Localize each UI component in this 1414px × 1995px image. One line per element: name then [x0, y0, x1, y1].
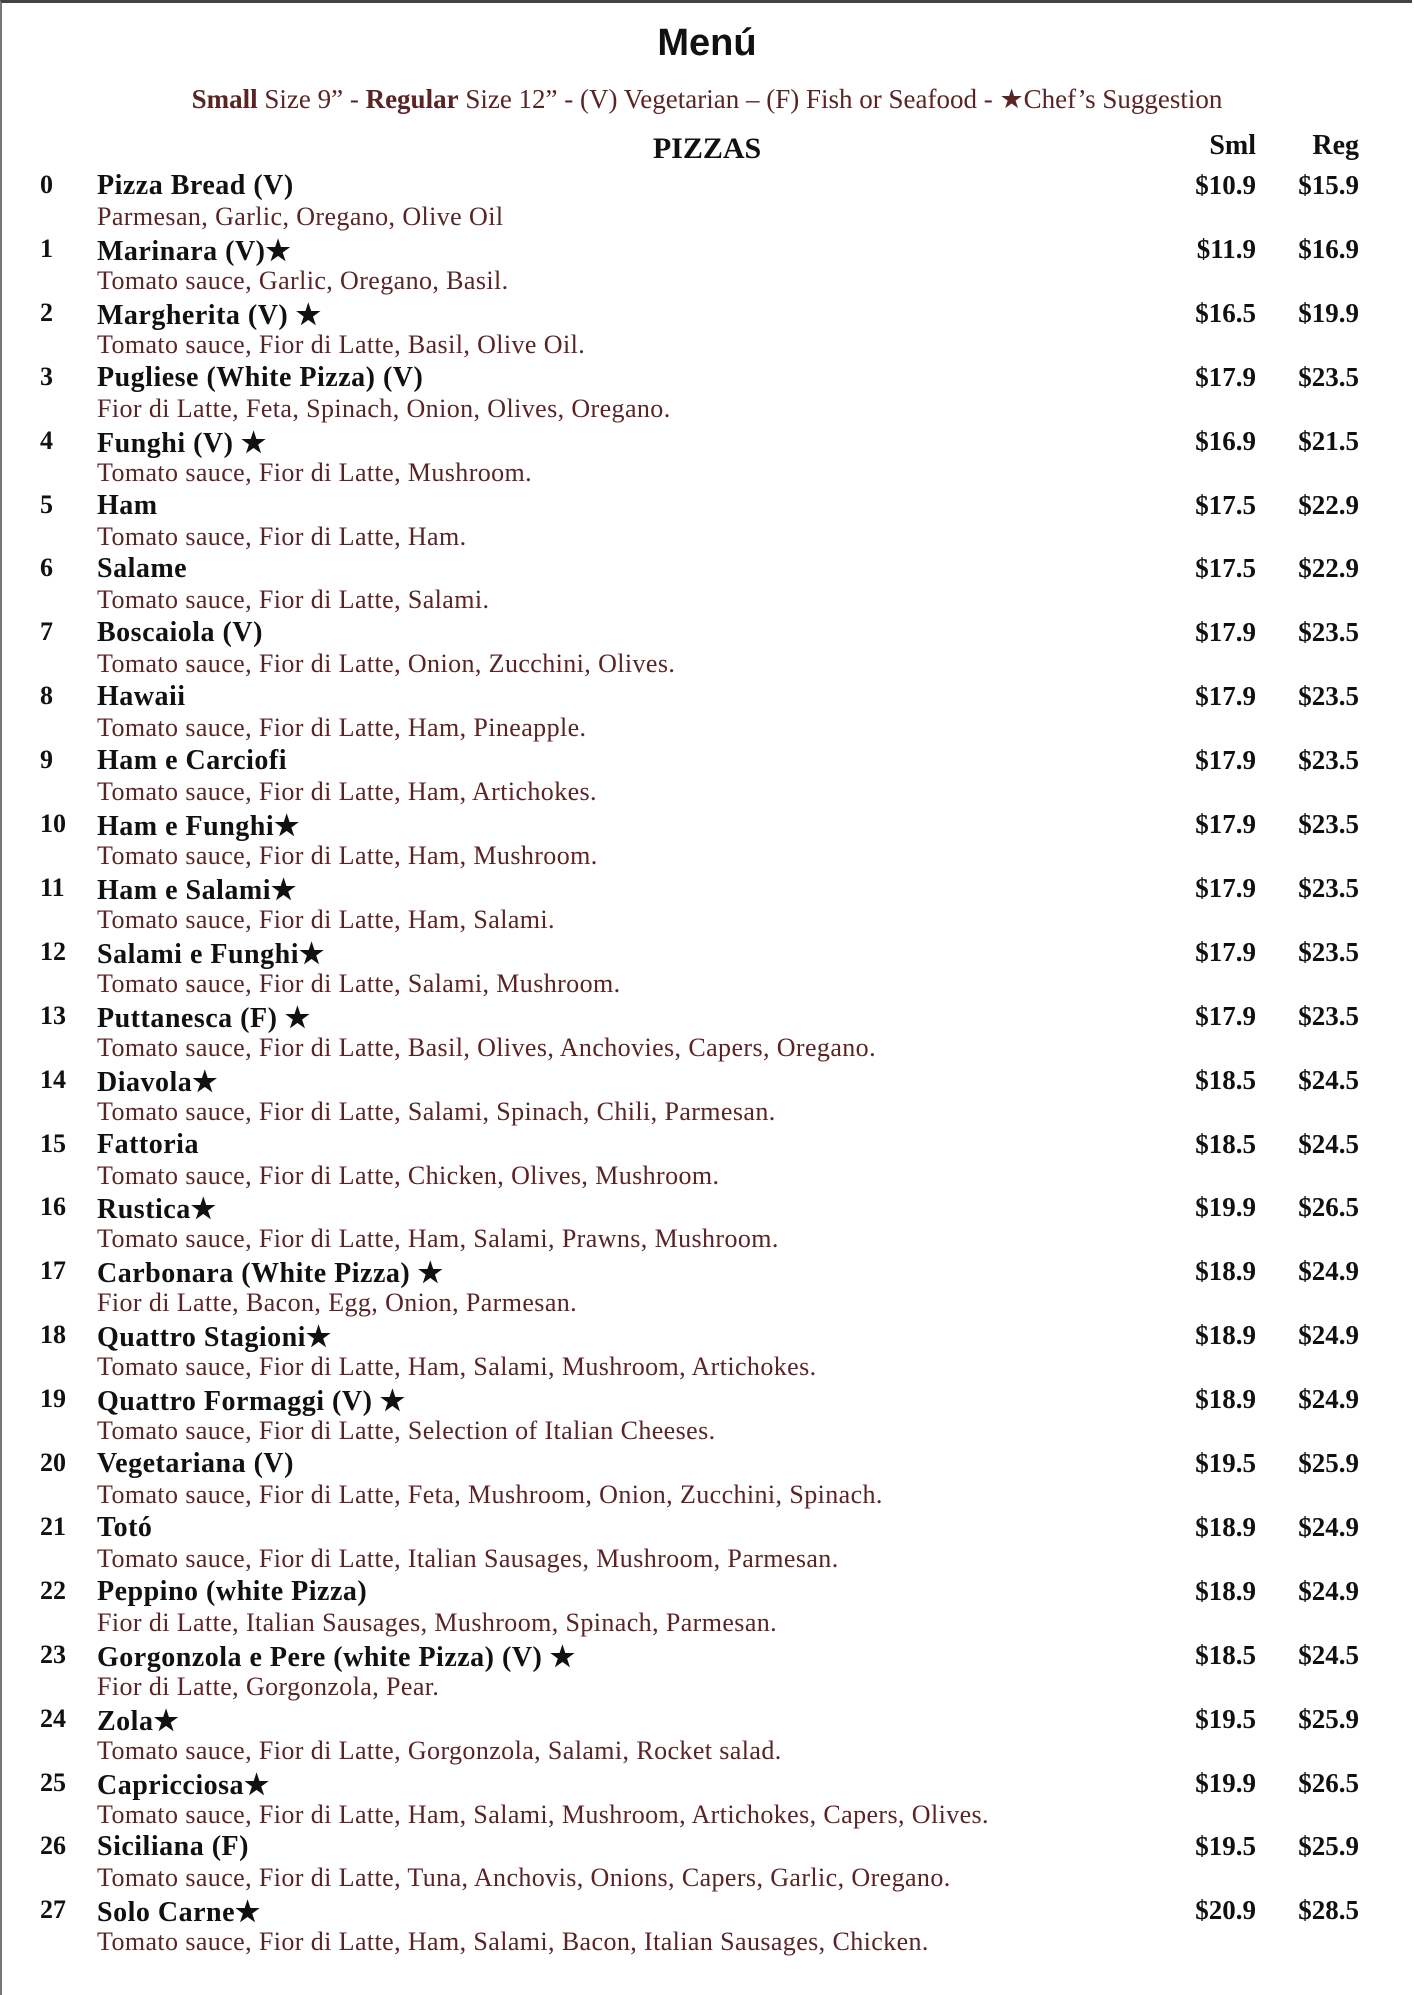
price-small: $18.9 — [1195, 1575, 1256, 1606]
price-small: $17.5 — [1195, 553, 1256, 584]
price-small: $18.5 — [1195, 1639, 1256, 1670]
item-number: 8 — [40, 681, 53, 711]
menu-item — [0, 1320, 1414, 1384]
price-small: $18.9 — [1195, 1384, 1256, 1415]
item-description: Fior di Latte, Bacon, Egg, Onion, Parmesan. — [97, 1288, 578, 1318]
menu-item — [0, 745, 1414, 809]
item-name: Ham e Funghi★ — [97, 811, 300, 842]
item-name: Salami e Funghi★ — [97, 938, 325, 970]
price-regular: $23.5 — [1298, 361, 1359, 392]
item-name: Funghi (V) ★ — [97, 427, 267, 459]
item-name: Totó — [97, 1511, 153, 1543]
item-name: Vegetariana (V) — [97, 1448, 294, 1479]
price-regular: $24.5 — [1298, 1639, 1359, 1670]
item-number: 24 — [40, 1703, 66, 1733]
menu-item — [0, 1384, 1414, 1448]
item-description: Tomato sauce, Fior di Latte, Ham, Salami, Mushroom, Artichokes, Capers, Olives. — [97, 1799, 989, 1829]
item-name: Capricciosa★ — [97, 1769, 270, 1801]
menu-item — [0, 170, 1414, 234]
item-description: Fior di Latte, Italian Sausages, Mushroom, Spinach, Parmesan. — [97, 1607, 778, 1637]
item-number: 25 — [40, 1767, 66, 1797]
item-description: Tomato sauce, Fior di Latte, Salami. — [97, 585, 490, 615]
price-small: $17.9 — [1195, 872, 1256, 903]
item-number: 17 — [40, 1256, 66, 1286]
legend-small: Small — [191, 84, 258, 114]
price-small: $17.9 — [1195, 745, 1256, 776]
price-small: $17.9 — [1195, 681, 1256, 712]
price-small: $20.9 — [1195, 1895, 1256, 1926]
item-name: Pizza Bread (V) — [97, 170, 294, 201]
item-number: 21 — [40, 1511, 66, 1541]
price-regular: $22.9 — [1298, 553, 1359, 584]
item-number: 22 — [40, 1575, 66, 1605]
price-small: $19.9 — [1195, 1192, 1256, 1223]
price-regular: $25.9 — [1298, 1703, 1359, 1734]
menu-item — [0, 937, 1414, 1001]
item-number: 19 — [40, 1384, 66, 1414]
menu-item — [0, 490, 1414, 554]
price-regular: $22.9 — [1298, 489, 1359, 520]
price-small: $16.9 — [1195, 425, 1256, 456]
item-name: Margherita (V) ★ — [97, 299, 322, 331]
price-small: $19.5 — [1195, 1703, 1256, 1734]
item-description: Tomato sauce, Fior di Latte, Onion, Zucchini, Olives. — [97, 649, 676, 679]
item-number: 23 — [40, 1639, 66, 1669]
item-number: 27 — [40, 1895, 66, 1925]
price-small: $17.5 — [1195, 489, 1256, 520]
item-number: 20 — [40, 1448, 66, 1477]
legend-small-text: Size 9” - — [257, 84, 366, 114]
price-small: $18.9 — [1195, 1511, 1256, 1542]
menu-item — [0, 873, 1414, 937]
price-regular: $24.9 — [1298, 1575, 1359, 1606]
item-number: 13 — [40, 1000, 66, 1030]
item-description: Tomato sauce, Fior di Latte, Ham, Salami, Prawns, Mushroom. — [97, 1224, 779, 1254]
item-name: Carbonara (White Pizza) ★ — [97, 1258, 444, 1290]
item-description: Tomato sauce, Fior di Latte, Ham, Salami. — [97, 904, 555, 934]
legend — [0, 84, 1414, 115]
price-regular: $21.5 — [1298, 425, 1359, 456]
price-small: $19.5 — [1195, 1831, 1256, 1862]
item-number: 2 — [40, 297, 53, 327]
item-description: Tomato sauce, Fior di Latte, Tuna, Anchovis, Onions, Capers, Garlic, Oregano. — [97, 1863, 951, 1893]
section-heading: PIZZAS — [652, 132, 762, 165]
item-number: 15 — [40, 1128, 66, 1158]
menu-item — [0, 553, 1414, 617]
menu-item — [0, 1576, 1414, 1640]
item-description: Tomato sauce, Fior di Latte, Salami, Spinach, Chili, Parmesan. — [97, 1096, 776, 1126]
price-small: $17.9 — [1195, 936, 1256, 967]
item-number: 7 — [40, 617, 53, 647]
item-name: Zola★ — [97, 1705, 180, 1737]
price-small: $18.9 — [1195, 1320, 1256, 1351]
item-number: 6 — [40, 553, 53, 583]
price-regular: $23.5 — [1298, 617, 1359, 648]
price-regular: $26.5 — [1298, 1767, 1359, 1798]
item-description: Tomato sauce, Fior di Latte, Ham, Artichokes. — [97, 777, 597, 807]
item-number: 12 — [40, 936, 66, 966]
price-small: $19.9 — [1195, 1767, 1256, 1798]
item-description: Tomato sauce, Fior di Latte, Basil, Olives, Anchovies, Capers, Oregano. — [97, 1032, 876, 1062]
item-number: 18 — [40, 1320, 66, 1350]
item-name: Solo Carne★ — [97, 1897, 261, 1929]
menu-item — [0, 1256, 1414, 1320]
price-small: $18.5 — [1195, 1128, 1256, 1159]
item-name: Quattro Stagioni★ — [97, 1322, 332, 1354]
item-number: 1 — [40, 233, 53, 263]
menu-item — [0, 1768, 1414, 1832]
price-regular: $23.5 — [1298, 745, 1359, 776]
item-description: Tomato sauce, Garlic, Oregano, Basil. — [97, 265, 509, 295]
menu-item — [0, 1192, 1414, 1256]
price-regular: $24.9 — [1298, 1511, 1359, 1542]
column-header-regular: Reg — [1312, 130, 1359, 161]
item-description: Tomato sauce, Fior di Latte, Salami, Mushroom. — [97, 968, 621, 998]
item-description: Tomato sauce, Fior di Latte, Ham, Pineapple. — [97, 713, 587, 743]
item-name: Puttanesca (F) ★ — [97, 1002, 311, 1034]
item-name: Gorgonzola e Pere (white Pizza) (V) ★ — [97, 1641, 576, 1673]
item-description: Tomato sauce, Fior di Latte, Chicken, Olives, Mushroom. — [97, 1160, 720, 1190]
item-description: Tomato sauce, Fior di Latte, Selection of Italian Cheeses. — [97, 1416, 716, 1446]
price-regular: $26.5 — [1298, 1192, 1359, 1223]
legend-regular-text: Size 12” - (V) Vegetarian – (F) Fish or Seafood - — [458, 84, 1000, 114]
item-name: Ham e Salami★ — [97, 874, 297, 906]
menu-item — [0, 1129, 1414, 1193]
price-small: $11.9 — [1196, 233, 1256, 264]
page-title: Menú — [657, 22, 757, 64]
item-description: Parmesan, Garlic, Oregano, Olive Oil — [97, 202, 504, 231]
item-name: Ham — [97, 489, 158, 521]
item-name: Peppino (white Pizza) — [97, 1575, 368, 1607]
price-regular: $24.5 — [1298, 1128, 1359, 1159]
item-number: 9 — [40, 745, 53, 775]
menu-item — [0, 426, 1414, 490]
menu-item — [0, 617, 1414, 681]
item-number: 4 — [40, 425, 53, 455]
price-regular: $23.5 — [1298, 681, 1359, 712]
price-regular: $25.9 — [1298, 1831, 1359, 1862]
price-regular: $24.9 — [1298, 1256, 1359, 1287]
legend-regular: Regular — [365, 84, 459, 114]
item-name: Fattoria — [97, 1128, 199, 1160]
price-regular: $24.5 — [1298, 1064, 1359, 1095]
item-description: Tomato sauce, Fior di Latte, Italian Sausages, Mushroom, Parmesan. — [97, 1543, 839, 1573]
price-small: $10.9 — [1195, 170, 1256, 200]
item-number: 11 — [40, 872, 65, 902]
legend-chef: Chef’s Suggestion — [1023, 84, 1223, 114]
item-number: 10 — [40, 809, 66, 838]
item-description: Tomato sauce, Fior di Latte, Feta, Mushroom, Onion, Zucchini, Spinach. — [97, 1480, 883, 1509]
item-description: Fior di Latte, Feta, Spinach, Onion, Olives, Oregano. — [97, 393, 671, 423]
price-regular: $24.9 — [1298, 1384, 1359, 1415]
item-name: Marinara (V)★ — [97, 235, 292, 267]
item-description: Tomato sauce, Fior di Latte, Mushroom. — [97, 457, 533, 487]
menu-item — [0, 1001, 1414, 1065]
price-regular: $15.9 — [1298, 170, 1359, 200]
menu-item — [0, 1704, 1414, 1768]
item-description: Tomato sauce, Fior di Latte, Ham, Mushroom. — [97, 841, 598, 870]
item-name: Salame — [97, 553, 188, 585]
item-description: Tomato sauce, Fior di Latte, Ham. — [97, 521, 467, 551]
item-number: 5 — [40, 489, 53, 519]
item-name: Rustica★ — [97, 1194, 217, 1226]
item-number: 26 — [40, 1831, 66, 1861]
item-description: Tomato sauce, Fior di Latte, Ham, Salami, Bacon, Italian Sausages, Chicken. — [97, 1927, 929, 1957]
item-name: Quattro Formaggi (V) ★ — [97, 1386, 406, 1418]
price-regular: $19.9 — [1298, 297, 1359, 328]
menu-item — [0, 298, 1414, 362]
item-number: 3 — [40, 361, 53, 391]
item-name: Pugliese (White Pizza) (V) — [97, 361, 424, 393]
price-regular: $23.5 — [1298, 936, 1359, 967]
menu-item — [0, 1831, 1414, 1895]
menu-item — [0, 362, 1414, 426]
menu-item — [0, 234, 1414, 298]
price-regular: $16.9 — [1298, 233, 1359, 264]
price-small: $19.5 — [1195, 1448, 1256, 1478]
price-small: $17.9 — [1195, 809, 1256, 839]
item-description: Fior di Latte, Gorgonzola, Pear. — [97, 1671, 440, 1701]
price-regular: $23.5 — [1298, 872, 1359, 903]
menu-item — [0, 809, 1414, 873]
item-number: 14 — [40, 1064, 66, 1094]
item-name: Boscaiola (V) — [97, 617, 263, 649]
item-description: Tomato sauce, Fior di Latte, Gorgonzola, Salami, Rocket salad. — [97, 1735, 782, 1765]
menu-item — [0, 1448, 1414, 1512]
star-icon: ★ — [999, 84, 1024, 114]
menu-item — [0, 1895, 1414, 1959]
item-description: Tomato sauce, Fior di Latte, Basil, Olive Oil. — [97, 329, 586, 359]
price-small: $16.5 — [1195, 297, 1256, 328]
item-number: 0 — [40, 170, 53, 199]
price-regular: $23.5 — [1298, 809, 1359, 839]
item-number: 16 — [40, 1192, 66, 1222]
price-regular: $25.9 — [1298, 1448, 1359, 1478]
price-regular: $24.9 — [1298, 1320, 1359, 1351]
item-description: Tomato sauce, Fior di Latte, Ham, Salami, Mushroom, Artichokes. — [97, 1352, 817, 1382]
price-regular: $28.5 — [1298, 1895, 1359, 1926]
item-name: Diavola★ — [97, 1066, 218, 1098]
column-header-small: Sml — [1209, 130, 1256, 161]
price-regular: $23.5 — [1298, 1000, 1359, 1031]
price-small: $17.9 — [1195, 1000, 1256, 1031]
item-name: Siciliana (F) — [97, 1831, 249, 1863]
menu-item — [0, 681, 1414, 745]
menu-item — [0, 1065, 1414, 1129]
item-name: Hawaii — [97, 681, 186, 713]
menu-item — [0, 1640, 1414, 1704]
price-small: $17.9 — [1195, 617, 1256, 648]
menu-item — [0, 1512, 1414, 1576]
price-small: $17.9 — [1195, 361, 1256, 392]
price-small: $18.9 — [1195, 1256, 1256, 1287]
item-name: Ham e Carciofi — [97, 745, 287, 777]
price-small: $18.5 — [1195, 1064, 1256, 1095]
